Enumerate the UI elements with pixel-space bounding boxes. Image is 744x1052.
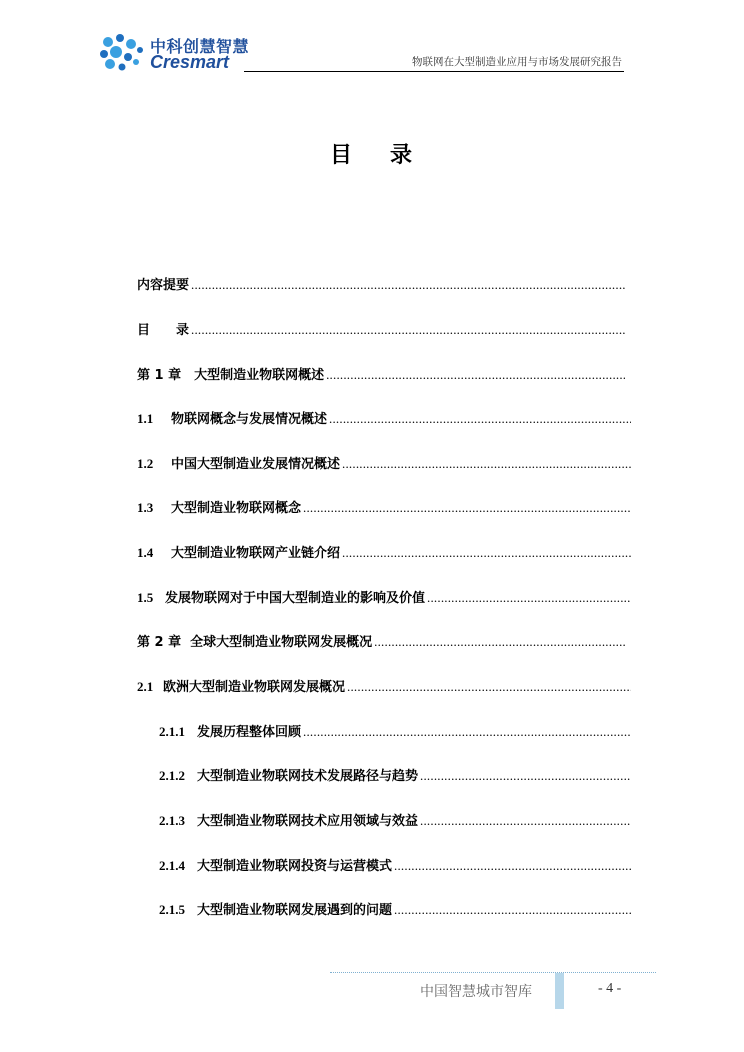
logo-chinese-text: 中科创慧智慧 (150, 37, 250, 56)
toc-number: 2.1.3 (159, 813, 185, 828)
footer-rule (330, 972, 656, 973)
toc-entry[interactable] (137, 455, 631, 473)
toc-label: 发展历程整体回顾 (197, 725, 302, 740)
toc-entry[interactable] (137, 410, 631, 428)
toc-label: 中国大型制造业发展情况概述 (171, 457, 341, 472)
toc-label: 第 2 章 全球大型制造业物联网发展概况 (137, 635, 373, 650)
toc-leader (191, 321, 625, 339)
toc-label: 发展物联网对于中国大型制造业的影响及价值 (165, 591, 426, 606)
toc-leader (303, 723, 631, 741)
toc-entry[interactable] (137, 678, 631, 696)
toc-leader (303, 499, 631, 517)
toc-label: 物联网概念与发展情况概述 (171, 412, 328, 427)
toc-label: 第 1 章 大型制造业物联网概述 (137, 368, 325, 383)
toc-number: 2.1 (137, 679, 154, 694)
header-rule (244, 71, 624, 72)
toc-label: 大型制造业物联网发展遇到的问题 (197, 903, 393, 918)
page-title-left: 目 (329, 142, 354, 168)
cresmart-logo (98, 30, 248, 76)
toc-entry[interactable] (159, 857, 631, 875)
toc-number: 2.1.2 (159, 768, 185, 783)
toc-leader (191, 276, 625, 294)
toc-entry[interactable] (137, 321, 625, 339)
toc-entry[interactable] (159, 812, 631, 830)
toc-label: 大型制造业物联网概念 (171, 501, 302, 516)
toc-entry[interactable] (137, 499, 631, 517)
toc-number: 1.1 (137, 411, 154, 426)
toc-number: 1.5 (137, 590, 154, 605)
toc-label: 大型制造业物联网技术发展路径与趋势 (197, 769, 419, 784)
toc-leader (326, 366, 625, 384)
toc-leader (427, 589, 631, 607)
report-title: 物联网在大型制造业应用与市场发展研究报告 (412, 56, 622, 68)
toc-leader (394, 901, 631, 919)
toc-label: 大型制造业物联网产业链介绍 (171, 546, 341, 561)
page-title (0, 138, 744, 169)
toc-label: 目 录 (137, 323, 190, 338)
toc-entry[interactable] (137, 366, 625, 384)
toc-leader (347, 678, 631, 696)
toc-number: 2.1.4 (159, 858, 185, 873)
toc-leader (374, 633, 625, 651)
footer-accent-bar (555, 973, 564, 1009)
toc-label: 内容提要 (137, 278, 190, 293)
toc-label: 大型制造业物联网投资与运营模式 (197, 859, 393, 874)
toc-number: 1.4 (137, 545, 154, 560)
toc-number: 1.3 (137, 500, 154, 515)
logo-english-text: Cresmart (150, 52, 230, 72)
toc-leader (420, 767, 631, 785)
footer-org-name: 中国智慧城市智库 (420, 984, 532, 1000)
toc-entry[interactable] (159, 767, 631, 785)
page-title-right: 录 (390, 142, 415, 168)
molecule-logo-icon (98, 32, 148, 74)
toc-leader (342, 455, 631, 473)
toc-leader (420, 812, 631, 830)
toc-number: 2.1.1 (159, 724, 185, 739)
toc-number: 1.2 (137, 456, 154, 471)
toc-number: 2.1.5 (159, 902, 185, 917)
toc-entry[interactable] (159, 901, 631, 919)
toc-entry[interactable] (137, 633, 625, 651)
toc-leader (342, 544, 631, 562)
page-header (98, 30, 624, 76)
toc-entry[interactable] (137, 589, 631, 607)
toc-entry[interactable] (137, 544, 631, 562)
toc-label: 大型制造业物联网技术应用领域与效益 (197, 814, 419, 829)
toc-entry[interactable] (137, 276, 625, 294)
toc-label: 欧洲大型制造业物联网发展概况 (163, 680, 346, 695)
page-number: - 4 - (598, 981, 622, 996)
toc-leader (329, 410, 631, 428)
toc-leader (394, 857, 631, 875)
toc-entry[interactable] (159, 723, 631, 741)
